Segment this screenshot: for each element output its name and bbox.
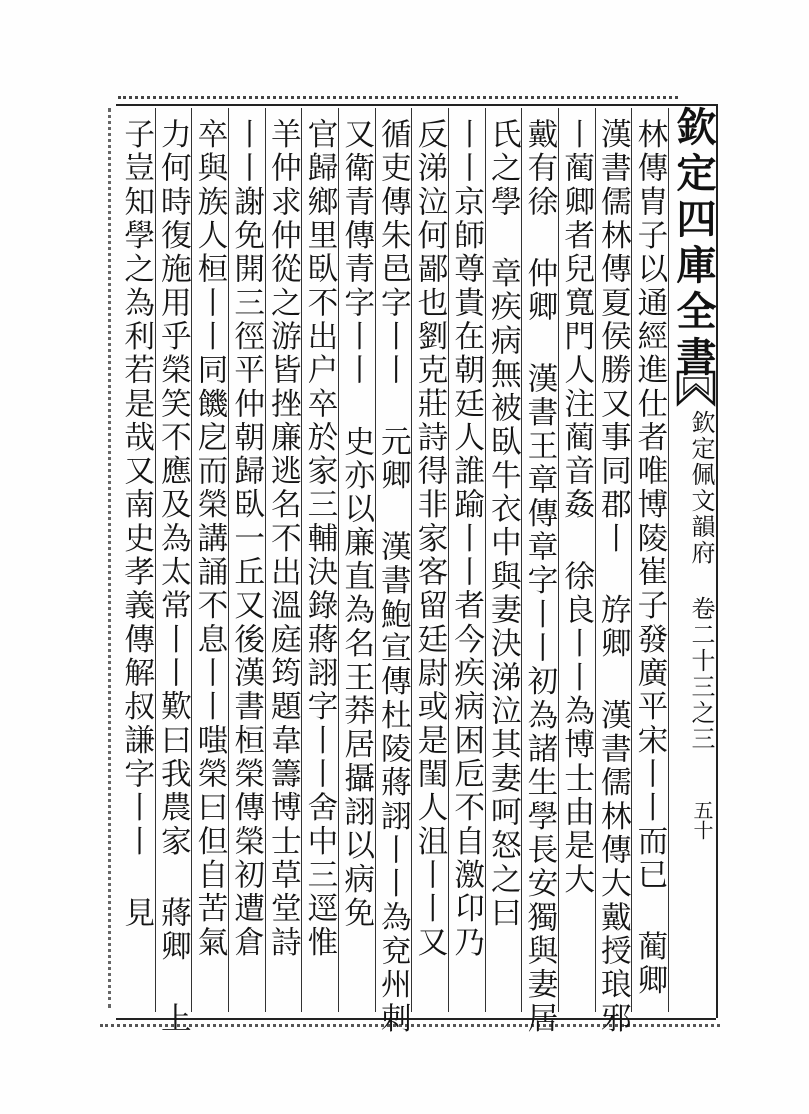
text-column: 丨丨京師尊貴在朝廷人誰踰丨丨者今疾病困卮不自激卬乃 <box>448 118 484 960</box>
left-dotted-rule <box>108 108 111 1008</box>
column-divider <box>521 108 522 1012</box>
text-column: 羊仲求仲從之游皆挫廉逃名不出溫庭筠題韋籌博士草堂詩 <box>265 118 301 960</box>
text-column: 丨蔺卿者兒寬門人注蔺音姦 徐良丨丨為博士由是大 <box>558 118 594 897</box>
volume-label: 卷二十三之三 <box>687 596 715 752</box>
column-divider <box>558 108 559 1012</box>
column-divider <box>485 108 486 1012</box>
column-divider <box>265 108 266 1012</box>
text-column: 循吏傳朱邑字丨丨 元卿 漢書鮑宣傳杜陵蔣詡丨丨為兗州刺 <box>375 118 411 1036</box>
column-divider <box>301 108 302 1012</box>
text-column-last: 力何時復施用乎榮笑不應及為太常丨丨歎曰我農家 蔣卿 上 <box>155 118 191 1036</box>
text-column: 反涕泣何鄙也劉克莊詩得非家客留廷尉或是閨人沮丨丨又 <box>411 118 447 960</box>
top-dotted-rule <box>118 96 678 99</box>
text-column: 官歸鄉里臥不出户卒於家三輔決錄蔣詡字丨丨舍中三逕惟 <box>301 118 337 960</box>
text-column: 丨丨謝免開三徑平仲朝歸臥一丘又後漢書桓榮傳榮初遭倉 <box>228 118 264 960</box>
column-divider <box>668 108 669 1012</box>
page-number: 五十 <box>690 800 714 840</box>
column-divider <box>411 108 412 1012</box>
column-divider <box>631 108 632 1012</box>
column-divider <box>595 108 596 1012</box>
text-column: 又衛青傳青字丨丨 史亦以廉直為名王莽居攝詡以病免 <box>338 118 374 931</box>
column-divider <box>375 108 376 1012</box>
column-divider <box>155 108 156 1012</box>
margin-section-label <box>680 410 716 752</box>
text-column-extra: 子豈知學之為利若是哉又南史孝義傳解叔謙字丨丨 見 <box>118 118 154 931</box>
column-divider <box>448 108 449 1012</box>
text-column: 林傳胄子以通經進仕者唯博陵崔子發廣平宋丨丨而已 蔺卿 <box>631 118 667 998</box>
column-divider <box>228 108 229 1012</box>
column-divider <box>191 108 192 1012</box>
text-column: 卒與族人桓丨丨同饑戹而榮講誦不息丨丨嗤榮曰但自苦氣 <box>191 118 227 960</box>
book-title: 欽定四庫全書 <box>670 106 717 382</box>
text-column: 漢書儒林傳夏侯勝又事同郡丨 斿卿 漢書儒林傳大戴授琅邪 <box>595 118 631 1036</box>
text-column: 氏之學 章疾病無被臥牛衣中與妻決涕泣其妻呵怒之曰 <box>485 118 521 931</box>
section-label: 欽定佩文韻府 <box>687 410 715 566</box>
fishtail-mark-icon <box>676 368 716 408</box>
text-column: 戴有徐 仲卿 漢書王章傳章字丨丨初為諸生學長安獨與妻居 <box>521 118 557 1036</box>
column-divider <box>338 108 339 1012</box>
